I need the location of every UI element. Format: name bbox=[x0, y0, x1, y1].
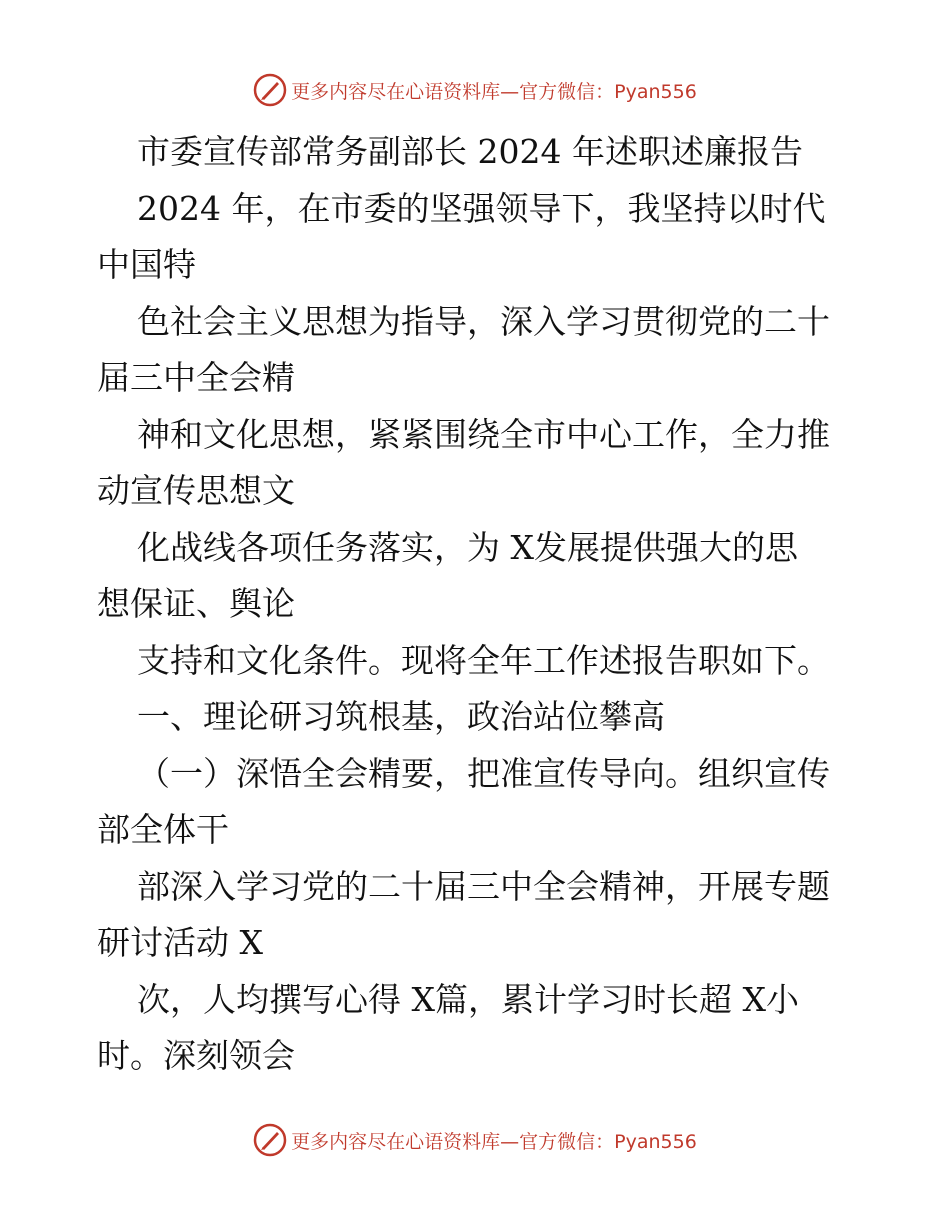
document-title: 市委宣传部常务副部长 2024 年述职述廉报告 bbox=[137, 132, 803, 171]
paragraph-line: 动宣传思想文 bbox=[97, 471, 295, 510]
watermark-header bbox=[0, 70, 950, 110]
paragraph-line: 神和文化思想，紧紧围绕全市中心工作，全力推 bbox=[137, 414, 830, 454]
paragraph-line: 次，人均撰写心得 X篇，累计学习时长超 X小 bbox=[137, 979, 799, 1019]
paragraph-line: 想保证、舆论 bbox=[97, 584, 295, 623]
paragraph-line: 2024 年，在市委的坚强领导下，我坚持以时代 bbox=[137, 188, 826, 228]
section-heading: 一、理论研习筑根基，政治站位攀高 bbox=[137, 697, 665, 736]
paragraph-line: 支持和文化条件。现将全年工作述报告职如下。 bbox=[137, 640, 830, 680]
watermark-text: 更多内容尽在心语资料库—官方微信：Pyan556 bbox=[291, 80, 697, 103]
watermark-text: 更多内容尽在心语资料库—官方微信：Pyan556 bbox=[291, 1130, 697, 1153]
red-quill-logo-icon bbox=[253, 1123, 287, 1157]
subsection-heading-line: （一）深悟全会精要，把准宣传导向。组织宣传 bbox=[137, 753, 830, 793]
document-body bbox=[97, 124, 857, 1085]
watermark-footer bbox=[0, 1120, 950, 1160]
paragraph-line: 部全体干 bbox=[97, 810, 229, 849]
paragraph-line: 届三中全会精 bbox=[97, 358, 295, 397]
paragraph-line: 中国特 bbox=[97, 245, 196, 284]
paragraph-line: 化战线各项任务落实，为 X发展提供强大的思 bbox=[137, 527, 798, 567]
red-quill-logo-icon bbox=[253, 73, 287, 107]
paragraph-line: 时。深刻领会 bbox=[97, 1036, 295, 1075]
paragraph-line: 色社会主义思想为指导，深入学习贯彻党的二十 bbox=[137, 301, 830, 341]
paragraph-line: 研讨活动 X bbox=[97, 923, 263, 962]
paragraph-line: 部深入学习党的二十届三中全会精神，开展专题 bbox=[137, 866, 830, 906]
